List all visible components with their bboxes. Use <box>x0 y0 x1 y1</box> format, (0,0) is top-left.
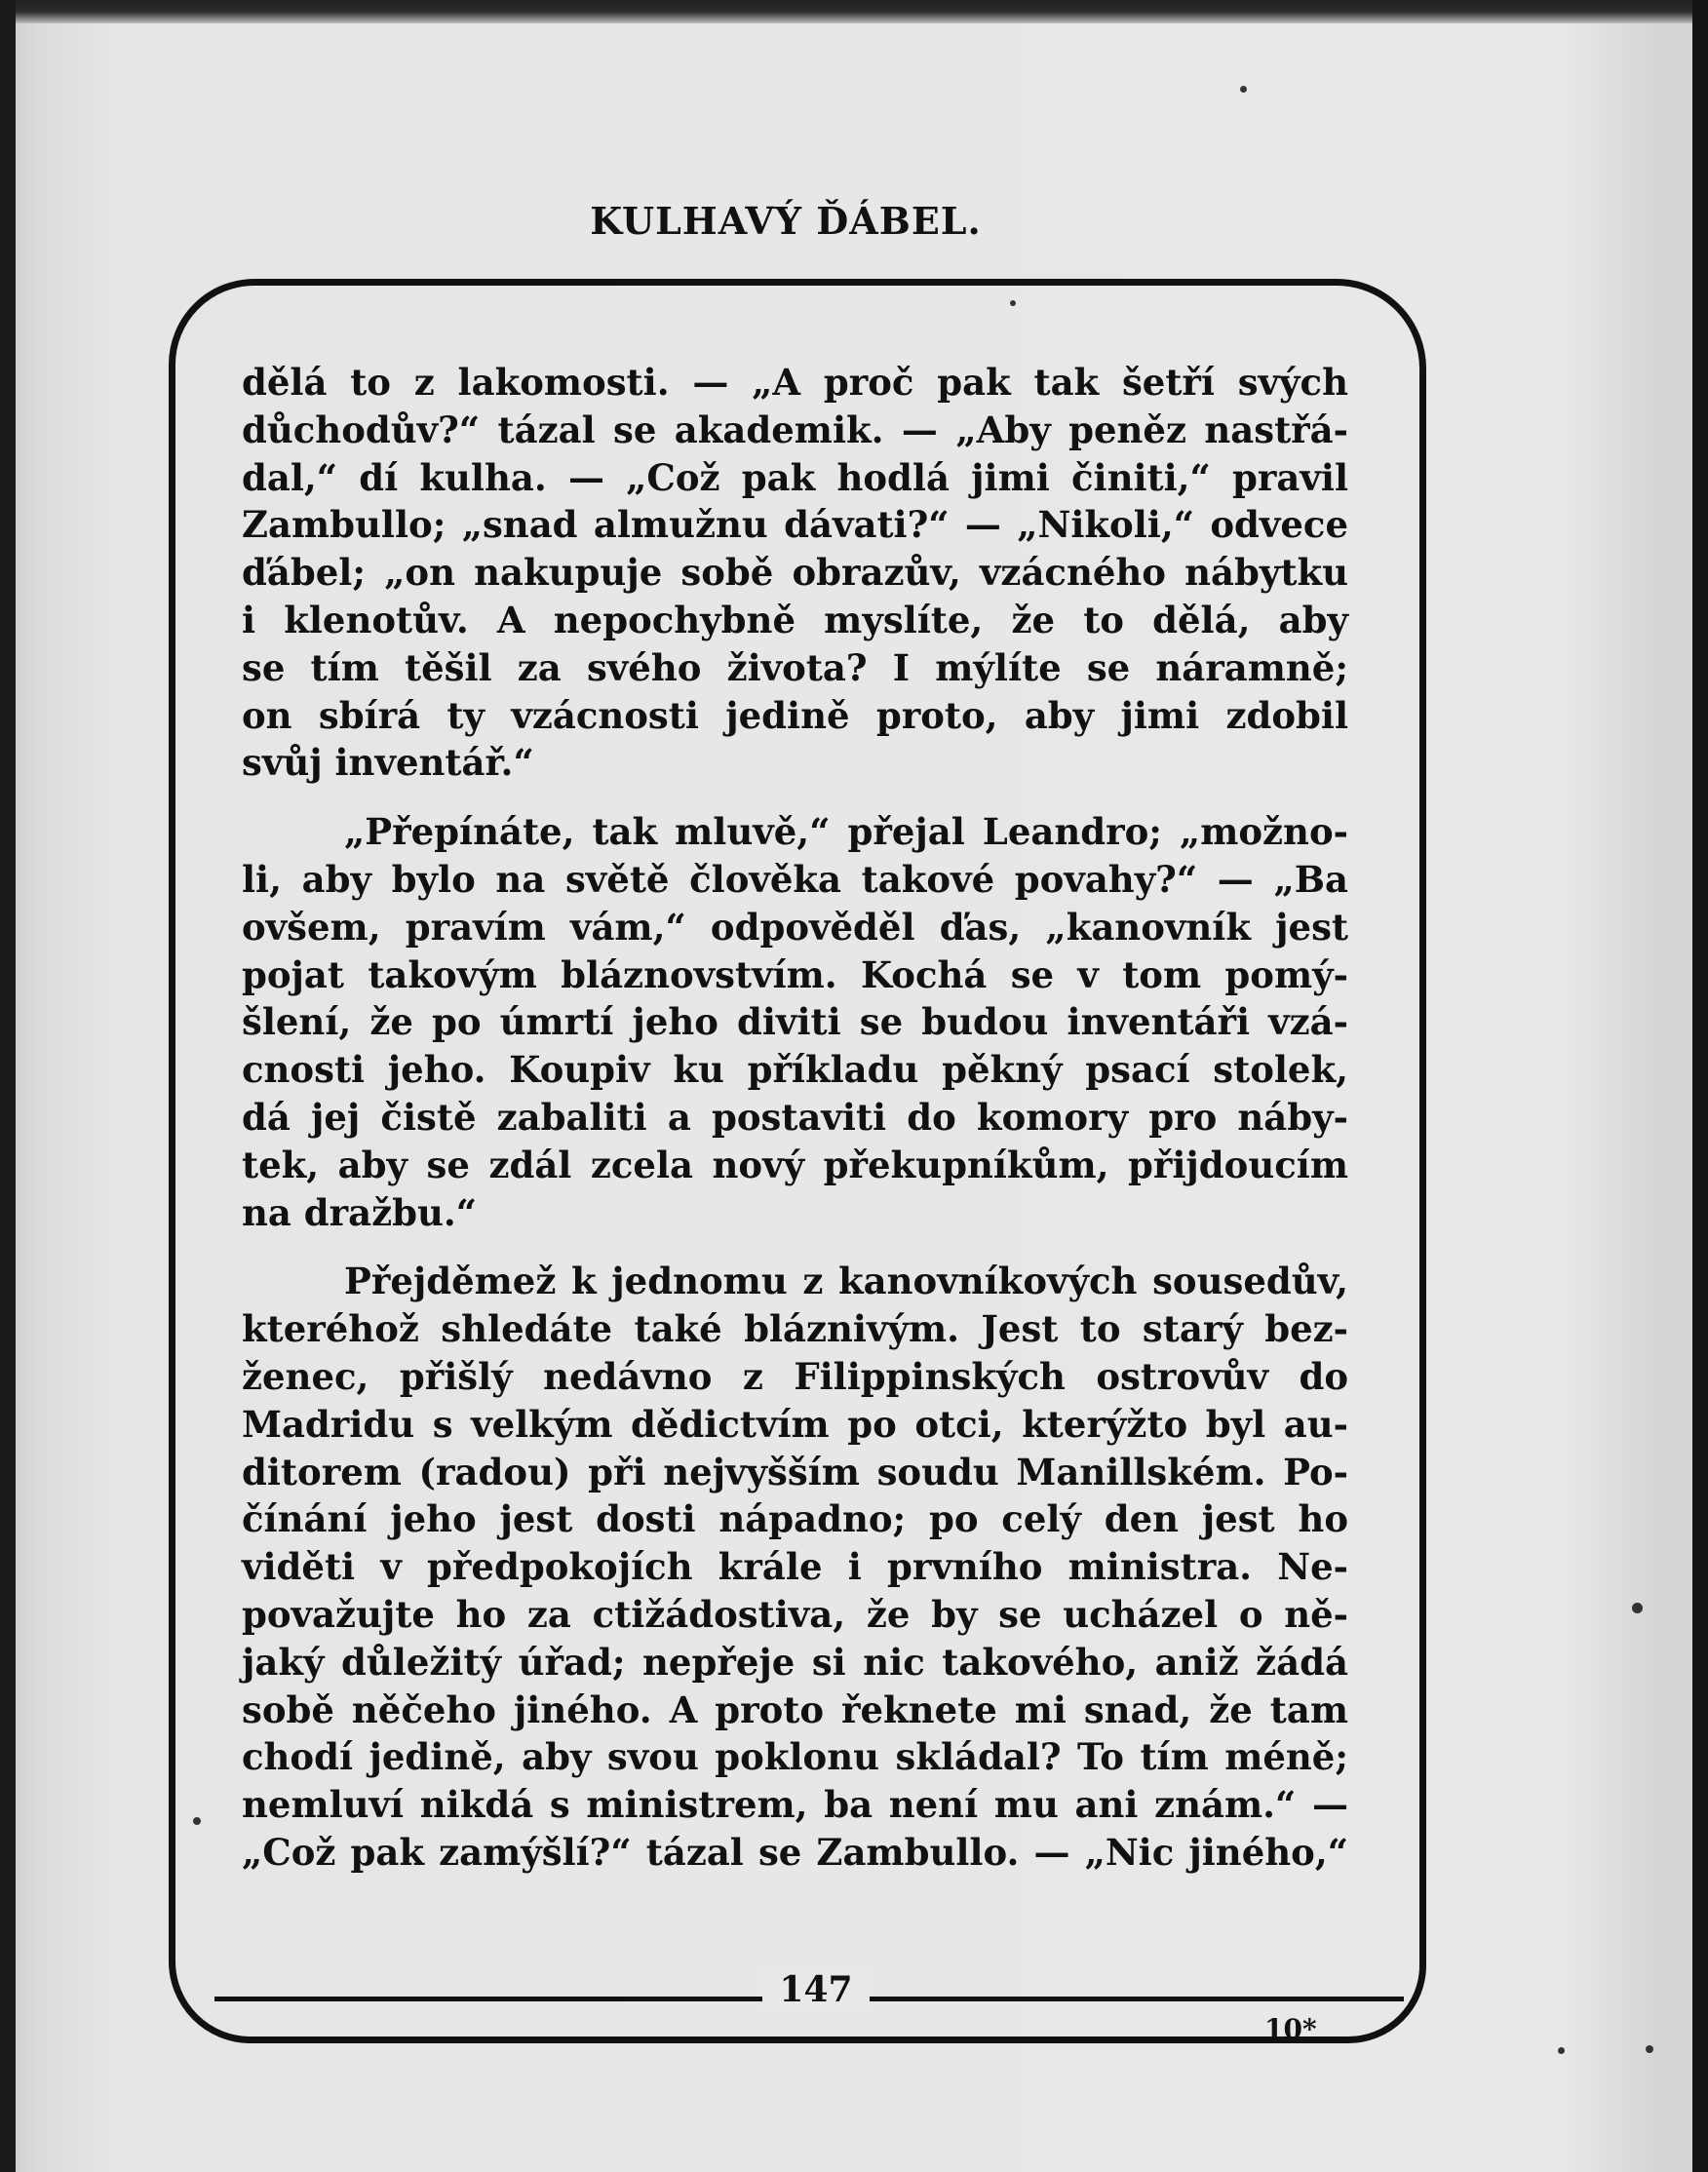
text-line: ovšem, pravím vám,“ odpověděl ďas, „kanovník jest <box>242 905 1348 949</box>
text-line: důchodův?“ tázal se akademik. — „Aby peněz nastřá- <box>242 407 1348 451</box>
scan-speck <box>1240 86 1247 93</box>
page-number: 147 <box>762 1969 870 2010</box>
text-line: i klenotův. A nepochybně myslíte, že to dělá, aby <box>242 598 1348 641</box>
text-line: čínání jeho jest dosti nápadno; po celý den jest ho <box>242 1497 1348 1541</box>
paragraph-3 <box>242 1258 1348 1876</box>
text-line: pojat takovým bláznovstvím. Kochá se v tom pomý- <box>242 952 1348 996</box>
text-line: ditorem (radou) při nejvyšším soudu Manillském. Po- <box>242 1450 1348 1493</box>
running-title: KULHAVÝ ĎÁBEL. <box>590 199 982 243</box>
text-line: dělá to z lakomosti. — „A proč pak tak šetří svých <box>242 361 1348 404</box>
text-line: dá jej čistě zabaliti a postaviti do komory pro náby- <box>242 1095 1348 1139</box>
scan-speck <box>193 1817 201 1825</box>
text-line: cnosti jeho. Koupiv ku příkladu pěkný psací stolek, <box>242 1048 1348 1092</box>
text-line: on sbírá ty vzácnosti jedině proto, aby jimi zdobil <box>242 693 1348 737</box>
text-line: „Přepínáte, tak mluvě,“ přejal Leandro; „možno- <box>344 810 1348 854</box>
scan-right-edge <box>1692 0 1708 2172</box>
text-line: tek, aby se zdál zcela nový překupníkům, přijdoucím <box>242 1143 1348 1186</box>
scan-top-edge <box>0 0 1708 23</box>
text-line: šlení, že po úmrtí jeho diviti se budou inventáři vzá- <box>242 1000 1348 1044</box>
paragraph-2 <box>242 808 1348 1236</box>
text-line: Madridu s velkým dědictvím po otci, kterýžto byl au- <box>242 1402 1348 1446</box>
scan-left-edge <box>0 0 16 2172</box>
text-line: Zambullo; „snad almužnu dávati?“ — „Nikoli,“ odvece <box>242 503 1348 547</box>
text-line: jaký důležitý úřad; nepřeje si nic takového, aniž žádá <box>242 1640 1348 1684</box>
page-body <box>242 359 1348 1877</box>
text-line: se tím těšil za svého života? I mýlíte se náramně; <box>242 645 1348 689</box>
scan-speck <box>1646 2045 1653 2053</box>
footer-rule-right <box>858 1997 1404 2001</box>
text-line: li, aby bylo na světě člověka takové povahy?“ — „Ba <box>242 857 1348 901</box>
text-line: ženec, přišlý nedávno z Filippinských ostrovův do <box>242 1354 1348 1398</box>
text-line: nemluví nikdá s ministrem, ba není mu ani znám.“ — <box>242 1783 1348 1827</box>
scan-speck <box>1558 2047 1565 2054</box>
text-line: považujte ho za ctižádostiva, že by se ucházel o ně- <box>242 1592 1348 1636</box>
signature-mark: 10* <box>1264 2013 1317 2045</box>
text-line: ďábel; „on nakupuje sobě obrazův, vzácného nábytku <box>242 551 1348 595</box>
scan-speck <box>1010 300 1016 306</box>
text-line: Přejděmež k jednomu z kanovníkových sousedův, <box>344 1260 1348 1303</box>
paragraph-1 <box>242 359 1348 787</box>
text-line: „Což pak zamýšlí?“ tázal se Zambullo. — „Nic jiného,“ <box>242 1830 1348 1874</box>
text-line: svůj inventář.“ <box>242 741 534 785</box>
text-line: na dražbu.“ <box>242 1190 478 1234</box>
text-line: kteréhož shledáte také bláznivým. Jest to starý bez- <box>242 1307 1348 1351</box>
text-line: dal,“ dí kulha. — „Což pak hodlá jimi činiti,“ pravil <box>242 455 1348 499</box>
text-line: viděti v předpokojích krále i prvního ministra. Ne- <box>242 1545 1348 1589</box>
page-footer <box>185 1969 1423 2028</box>
scan-speck <box>1632 1603 1643 1613</box>
text-line: chodí jedině, aby svou poklonu skládal? To tím méně; <box>242 1735 1348 1779</box>
text-line: sobě něčeho jiného. A proto řeknete mi snad, že tam <box>242 1687 1348 1731</box>
footer-rule-left <box>214 1997 775 2001</box>
